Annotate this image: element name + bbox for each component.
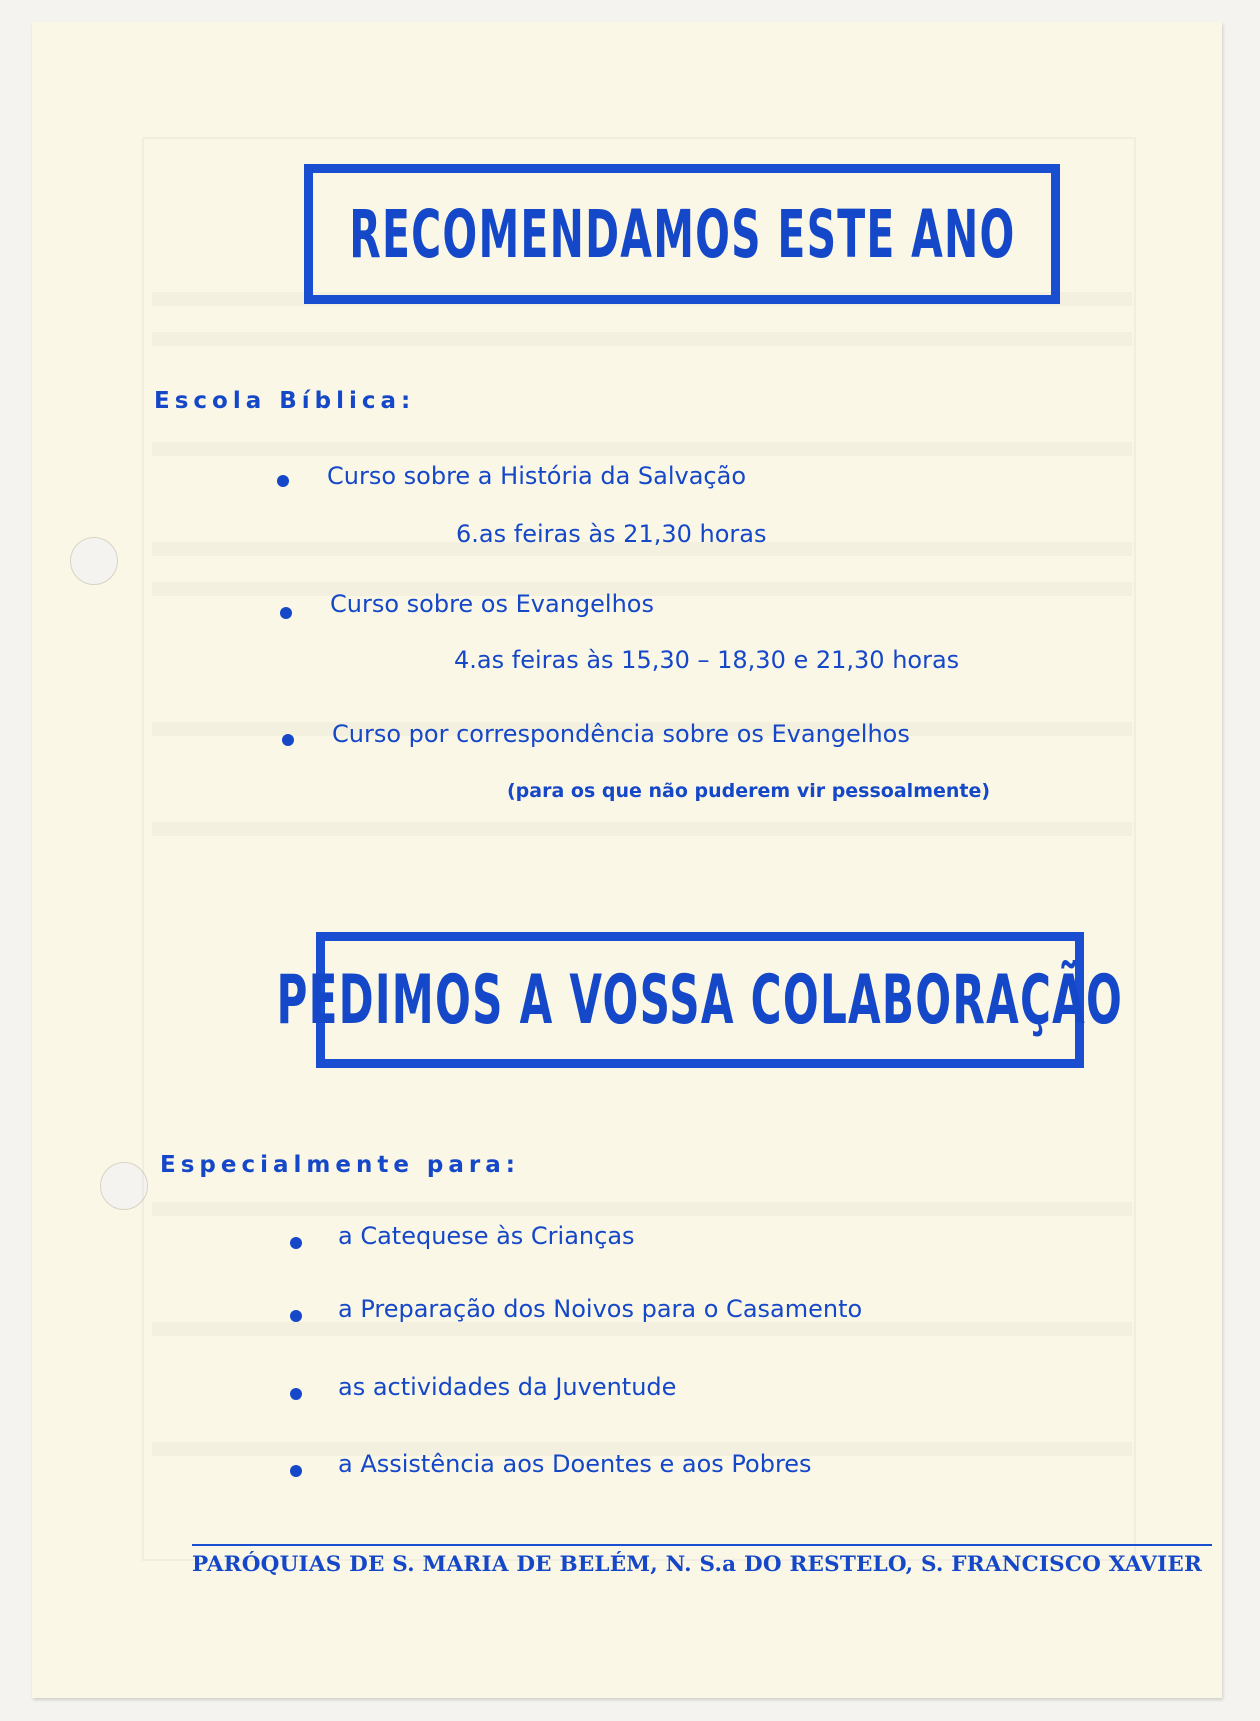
- footer-parishes: PARÓQUIAS DE S. MARIA DE BELÉM, N. S.a DO RESTELO, S. FRANCISCO XAVIER: [192, 1552, 1203, 1577]
- stamp-recommend-text: RECOMENDAMOS ESTE ANO: [348, 195, 1016, 273]
- show-through-frame: [142, 137, 1136, 1561]
- bullet: [282, 734, 294, 746]
- escola-item-3: Curso por correspondência sobre os Evangelhos: [332, 720, 910, 748]
- escola-item-1: Curso sobre a História da Salvação: [327, 462, 747, 490]
- bullet: [290, 1237, 302, 1249]
- bullet: [290, 1465, 302, 1477]
- escola-item-2-detail: 4.as feiras às 15,30 – 18,30 e 21,30 horas: [454, 646, 960, 674]
- show-through-text: [152, 1322, 1132, 1336]
- show-through-text: [152, 1202, 1132, 1216]
- footer-rule: [192, 1544, 1212, 1546]
- escola-heading: Escola Bíblica:: [154, 388, 416, 414]
- bullet: [277, 475, 289, 487]
- escola-item-2: Curso sobre os Evangelhos: [330, 590, 654, 618]
- stamp-recommend: [304, 164, 1060, 304]
- especialmente-item-4: a Assistência aos Doentes e aos Pobres: [338, 1450, 812, 1478]
- escola-item-1-detail: 6.as feiras às 21,30 horas: [456, 520, 767, 548]
- show-through-text: [152, 822, 1132, 836]
- stamp-collaboration-text: PEDIMOS A VOSSA COLABORAÇÃO: [276, 960, 1124, 1040]
- stamp-collaboration: [276, 932, 1124, 1068]
- especialmente-item-2: a Preparação dos Noivos para o Casamento: [338, 1295, 863, 1323]
- bullet: [290, 1388, 302, 1400]
- punch-hole-top: [70, 537, 118, 585]
- show-through-text: [152, 332, 1132, 346]
- bullet: [290, 1310, 302, 1322]
- especialmente-item-1: a Catequese às Crianças: [338, 1222, 635, 1250]
- show-through-text: [152, 442, 1132, 456]
- punch-hole-bottom: [100, 1162, 148, 1210]
- document-sheet: [32, 22, 1222, 1698]
- escola-item-3-note: (para os que não puderem vir pessoalmente): [507, 780, 991, 802]
- especialmente-heading: Especialmente para:: [160, 1152, 520, 1178]
- especialmente-item-3: as actividades da Juventude: [338, 1373, 677, 1401]
- bullet: [280, 607, 292, 619]
